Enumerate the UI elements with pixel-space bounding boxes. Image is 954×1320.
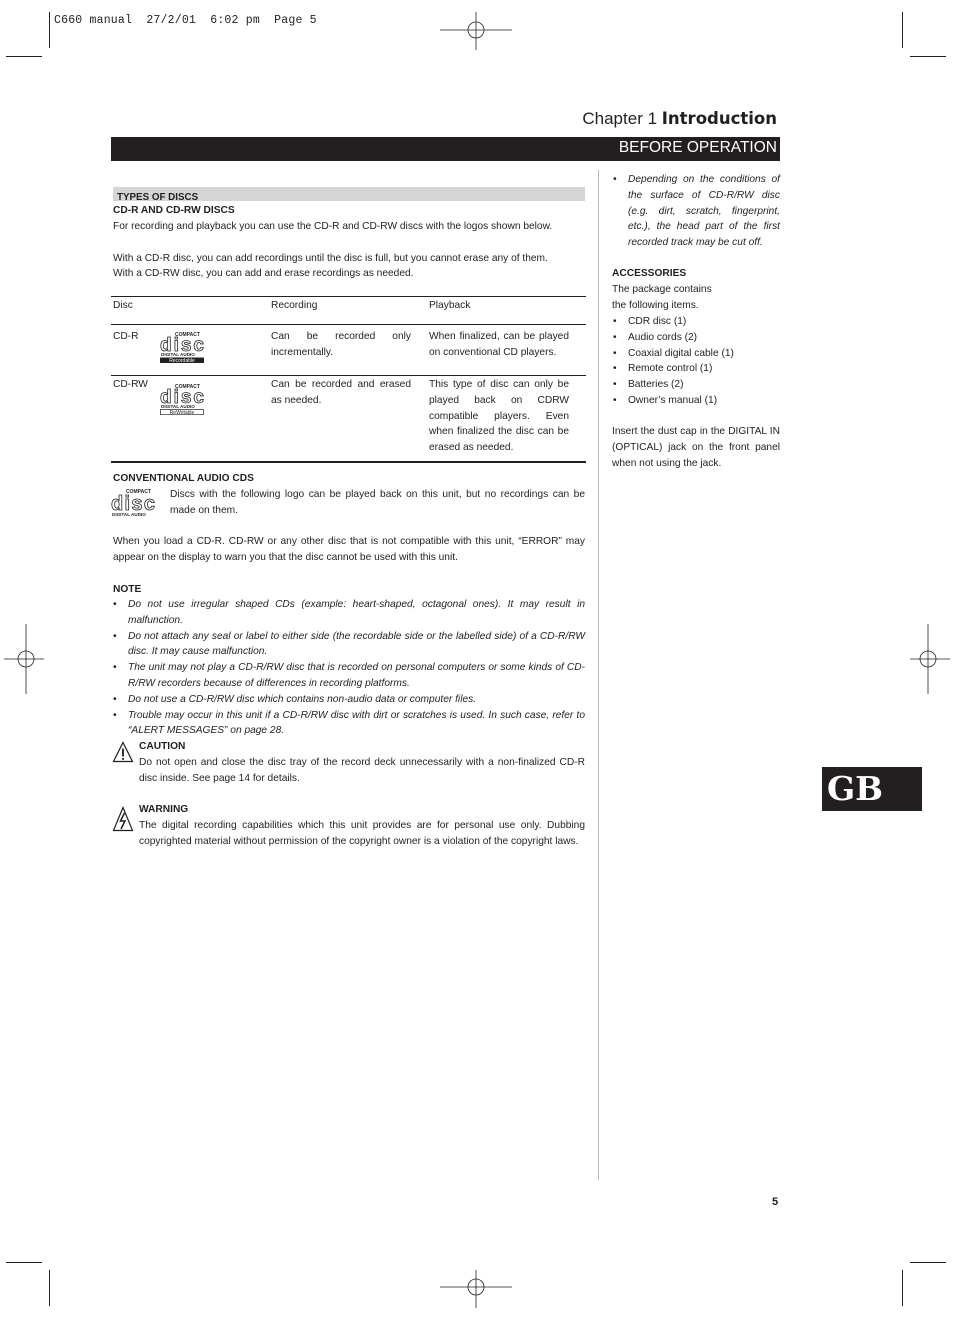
accessory-item: • Coaxial digital cable (1) — [612, 346, 780, 362]
right-note-list — [612, 172, 780, 251]
cdr-intro: For recording and playback you can use the CD-R and CD-RW discs with the logos shown below. — [113, 221, 553, 232]
accessory-item: • Remote control (1) — [612, 361, 780, 377]
crop-mark — [49, 1270, 50, 1306]
svg-text:disc: disc — [111, 493, 155, 515]
warning-text: The digital recording capabilities which this unit provides are for personal use only. Dubbing copyrighted material without permission of the copyright owner is a violation of the copyright laws. — [139, 820, 585, 847]
svg-text:Recordable: Recordable — [169, 358, 195, 363]
svg-text:disc: disc — [160, 335, 204, 356]
accessories-intro-2: the following items. — [612, 300, 699, 311]
svg-text:COMPACT: COMPACT — [175, 384, 200, 390]
chapter-title: Introduction — [661, 109, 777, 128]
table-rule-bottom — [111, 461, 586, 463]
accessories-list — [612, 314, 780, 409]
registration-target-bottom — [440, 1270, 512, 1308]
accessory-item: • Batteries (2) — [612, 377, 780, 393]
types-heading: TYPES OF DISCS — [117, 192, 199, 203]
table-cell-disc: CD-R — [113, 331, 139, 342]
svg-text:DIGITAL AUDIO: DIGITAL AUDIO — [161, 404, 195, 409]
caution-text: Do not open and close the disc tray of the record deck unnecessarily with a non-finalized CD-R disc inside. See page 14 for details. — [139, 757, 585, 784]
note-item: • Do not use a CD-R/RW disc which contains non-audio data or computer files. — [112, 692, 585, 708]
caution-heading: CAUTION — [139, 741, 186, 752]
accessory-item: • Audio cords (2) — [612, 330, 780, 346]
table-cell-playback: This type of disc can only be played back on CDRW compatible players. Even when finalized the disc can be erased as needed. — [429, 379, 569, 454]
warning-heading: WARNING — [139, 804, 189, 815]
table-cell-recording: Can be recorded and erased as needed. — [271, 379, 411, 406]
registration-target-top — [440, 12, 512, 50]
table-header-disc: Disc — [113, 300, 133, 311]
note-item: • The unit may not play a CD-R/RW disc that is recorded on personal computers or some kinds of CD-R/RW recorders because of differences in recording platforms. — [112, 660, 585, 692]
accessories-intro-1: The package contains — [612, 284, 712, 295]
cdr-line1: With a CD-R disc, you can add recordings until the disc is full, but you cannot erase any of them. — [113, 253, 548, 264]
dust-cap-text: Insert the dust cap in the DIGITAL IN (OPTICAL) jack on the front panel when not using the jack. — [612, 426, 780, 469]
caution-icon — [112, 741, 134, 763]
conv-heading: CONVENTIONAL AUDIO CDS — [113, 473, 254, 484]
note-heading: NOTE — [113, 584, 142, 595]
compact-disc-logo — [111, 488, 157, 520]
column-divider — [598, 170, 599, 1180]
chapter-heading — [582, 109, 777, 129]
accessory-item: • CDR disc (1) — [612, 314, 780, 330]
error-text: When you load a CD-R. CD-RW or any other disc that is not compatible with this unit, “ERROR” may appear on the display to warn you that the disc cannot be used with this unit. — [113, 536, 585, 563]
language-tab: GB — [822, 767, 922, 811]
right-note-item: • Depending on the conditions of the surface of CD-R/RW disc (e.g. dirt, scratch, fingerprint, etc.), the head part of the first recorded track may be cut off. — [612, 172, 780, 251]
note-list — [112, 597, 585, 739]
table-cell-playback: When finalized, can be played on conventional CD players. — [429, 331, 569, 358]
crop-mark — [902, 12, 903, 48]
svg-text:DIGITAL AUDIO: DIGITAL AUDIO — [161, 352, 195, 357]
crop-mark — [910, 56, 946, 57]
accessory-item: • Owner’s manual (1) — [612, 393, 780, 409]
table-header-recording: Recording — [271, 300, 318, 311]
svg-text:disc: disc — [160, 387, 204, 408]
print-slug: C660 manual 27/2/01 6:02 pm Page 5 — [54, 14, 317, 27]
cdr-recordable-logo — [160, 331, 206, 363]
page-number: 5 — [772, 1196, 779, 1208]
svg-text:DIGITAL AUDIO: DIGITAL AUDIO — [112, 512, 146, 517]
crop-mark — [6, 1262, 42, 1263]
svg-text:COMPACT: COMPACT — [175, 332, 200, 338]
section-band-title: BEFORE OPERATION — [618, 139, 777, 156]
registration-target-right — [910, 624, 950, 694]
crop-mark — [49, 12, 50, 48]
accessories-heading: ACCESSORIES — [612, 268, 687, 279]
chapter-label: Chapter 1 — [582, 109, 658, 128]
note-item: • Trouble may occur in this unit if a CD-R/RW disc with dirt or scratches is used. In such case, refer to “ALERT MESSAGES” on page 28. — [112, 708, 585, 740]
crop-mark — [910, 1262, 946, 1263]
table-cell-recording: Can be recorded only incrementally. — [271, 331, 411, 358]
note-item: • Do not attach any seal or label to either side (the recordable side or the labelled side) of a CD-R/RW disc. It may cause malfunction. — [112, 629, 585, 661]
table-header-playback: Playback — [429, 300, 471, 311]
svg-text:COMPACT: COMPACT — [126, 489, 151, 495]
table-cell-disc: CD-RW — [113, 379, 148, 390]
svg-text:ReWritable: ReWritable — [169, 410, 195, 415]
warning-icon — [112, 806, 134, 832]
note-item: • Do not use irregular shaped CDs (example: heart-shaped, octagonal ones). It may result in malfunction. — [112, 597, 585, 629]
table-rule — [111, 324, 586, 325]
cdrw-rewritable-logo — [160, 383, 206, 415]
conv-text: Discs with the following logo can be played back on this unit, but no recordings can be made on them. — [170, 489, 585, 516]
cdr-heading: CD-R AND CD-RW DISCS — [113, 205, 235, 216]
table-rule-top — [111, 296, 586, 297]
table-rule — [111, 375, 586, 376]
cdr-line2: With a CD-RW disc, you can add and erase recordings as needed. — [113, 268, 414, 279]
crop-mark — [902, 1270, 903, 1306]
types-heading-bar — [113, 187, 585, 201]
registration-target-left — [4, 624, 44, 694]
crop-mark — [6, 56, 42, 57]
